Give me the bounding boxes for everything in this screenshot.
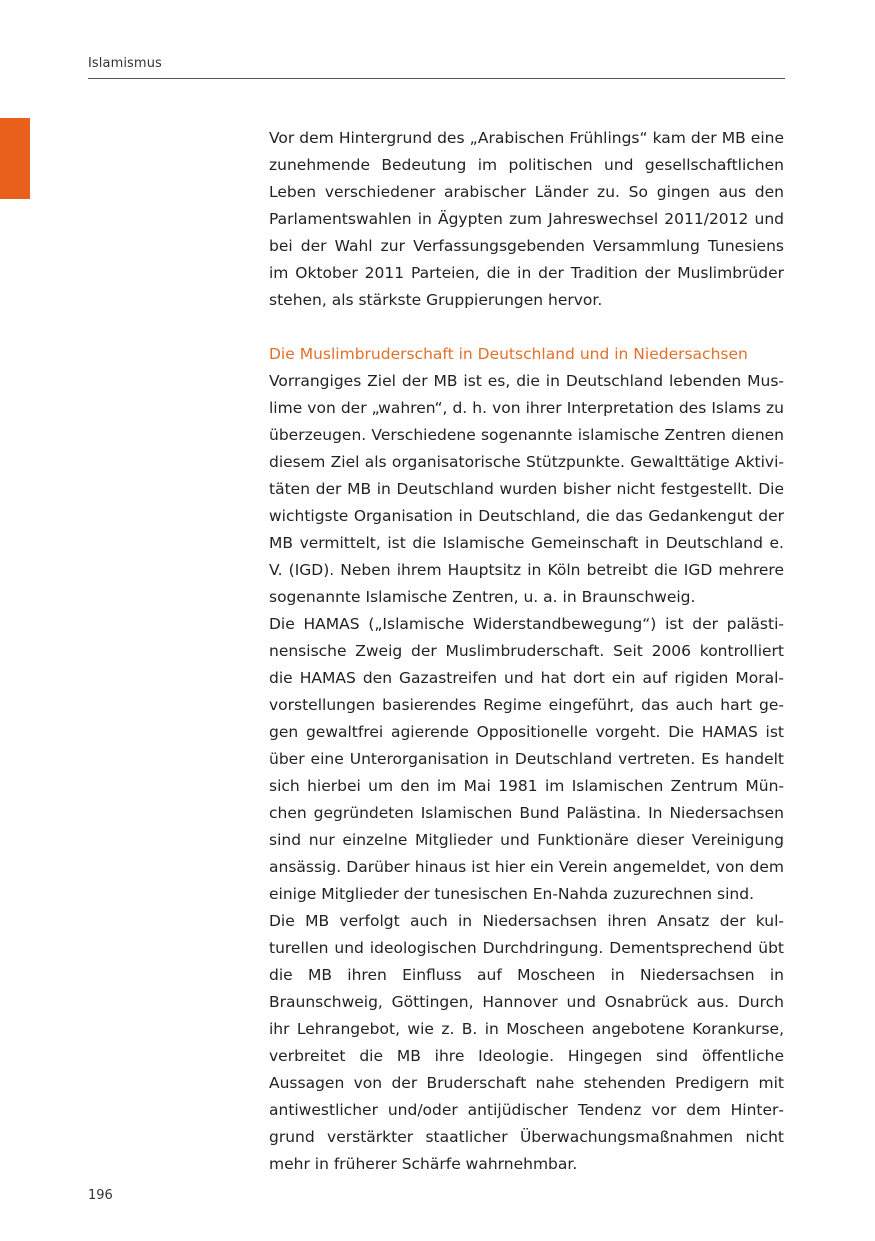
page-number: 196 xyxy=(88,1188,113,1203)
running-header: Islamismus xyxy=(88,56,162,71)
paragraph-gap xyxy=(269,314,784,341)
paragraph-hamas: Die HAMAS („Islamische Widerstandbewegung“) ist der palästinensische Zweig der Muslimbruderschaft. Seit 2006 kontrolliert die HAMAS den Gazastreifen und hat dort ein auf rigiden Moralvorstellungen basierendes Regime eingeführt, das auch hart gegen gewaltfrei agierende Oppositionelle vorgeht. Die HAMAS ist über eine Unterorganisation in Deutschland vertreten. Es handelt sich hierbei um den im Mai 1981 im Islamischen Zentrum München gegründeten Islamischen Bund Palästina. In Niedersachsen sind nur einzelne Mitglieder und Funktionäre dieser Vereinigung ansässig. Darüber hinaus ist hier ein Verein angemeldet, von dem einige Mitglieder der tunesischen En-Nahda zuzurechnen sind. xyxy=(269,615,784,903)
chapter-tab-marker xyxy=(0,118,30,199)
paragraph-mb-germany: Vorrangiges Ziel der MB ist es, die in Deutschland lebenden Muslime von der „wahren“, d. h. von ihrer Interpretation des Islams zu überzeugen. Verschiedene sogenannte islamische Zentren dienen diesem Ziel als organisatorische Stützpunkte. Gewalttätige Aktivitäten der MB in Deutschland wurden bisher nicht festgestellt. Die wichtigste Organisation in Deutschland, die das Gedankengut der MB vermittelt, ist die Islamische Gemeinschaft in Deutschland e. V. (IGD). Neben ihrem Hauptsitz in Köln betreibt die IGD mehrere sogenannte Islamische Zentren, u. a. in Braunschweig. xyxy=(269,372,784,606)
paragraph-mb-lower-saxony: Die MB verfolgt auch in Niedersachsen ihren Ansatz der kulturellen und ideologischen Durchdringung. Dementsprechend übt die MB ihren Einfluss auf Moscheen in Niedersachsen in Braunschweig, Göttingen, Hannover und Osnabrück aus. Durch ihr Lehrangebot, wie z. B. in Moscheen angebotene Korankurse, verbreitet die MB ihre Ideologie. Hingegen sind öffentliche Aussagen von der Bruderschaft nahe stehenden Predigern mit antiwestlicher und/oder antijüdischer Tendenz vor dem Hintergrund verstärkter staatlicher Überwachungsmaßnahmen nicht mehr in früherer Schärfe wahrnehmbar. xyxy=(269,912,784,1173)
section-heading: Die Muslimbruderschaft in Deutschland und in Niedersachsen xyxy=(269,345,748,363)
header-rule xyxy=(88,78,785,79)
body-text xyxy=(269,125,784,1178)
paragraph-arab-spring: Vor dem Hintergrund des „Arabischen Frühlings“ kam der MB eine zunehmende Bedeutung im politischen und gesellschaftlichen Leben verschiedener arabischer Länder zu. So gingen aus den Parlamentswahlen in Ägypten zum Jahreswechsel 2011/2012 und bei der Wahl zur Verfassungsgebenden Versammlung Tunesiens im Oktober 2011 Parteien, die in der Tradition der Muslimbrüder stehen, als stärkste Gruppierungen hervor. xyxy=(269,129,784,309)
